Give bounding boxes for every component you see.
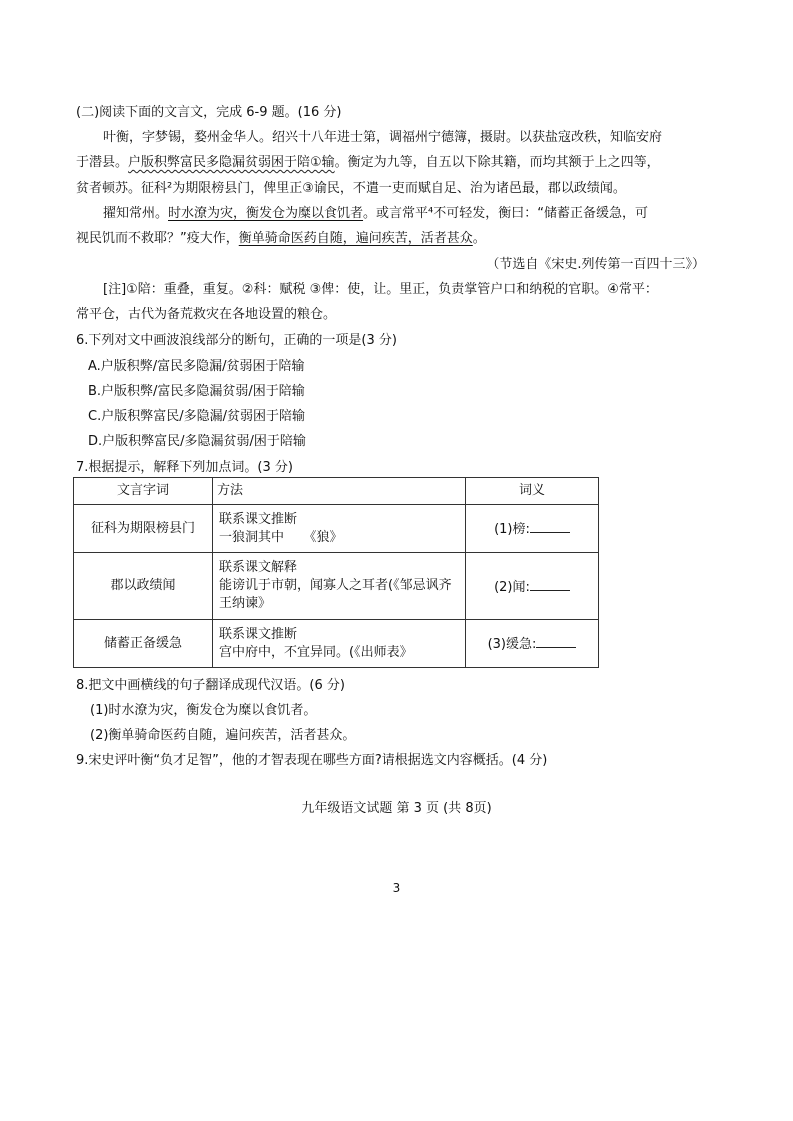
method-example: 能谤讥于市朝，闻寡人之耳者(《邹忌讽齐王纳谏》 bbox=[219, 578, 452, 611]
passage-line bbox=[103, 205, 648, 223]
passage-line: 贫者顿苏。征科²为期限榜县门，俾里正③谕民，不遣一吏而赋自足、治为诸邑最，郡以政绩闻。 bbox=[76, 181, 626, 196]
passage-text: 视民饥而不救耶？”疫大作， bbox=[76, 231, 239, 246]
answer-blank[interactable] bbox=[536, 633, 576, 648]
q8-stem: 8.把文中画横线的句子翻译成现代汉语。(6 分) bbox=[76, 678, 345, 693]
table-header: 方法 bbox=[213, 478, 466, 505]
answer-blank[interactable] bbox=[530, 576, 570, 591]
underlined-sentence: 时水潦为灾，衡发仓为糜以食饥者 bbox=[168, 206, 364, 221]
table-row bbox=[74, 553, 599, 620]
method-example: 一狼洞其中 《狼》 bbox=[219, 529, 343, 545]
q9-stem: 9.宋史评叶衡“负才足智”，他的才智表现在哪些方面?请根据选文内容概括。(4 分) bbox=[76, 753, 548, 768]
q6-option-a: A.户版积弊/富民多隐漏/贫弱困于陪输 bbox=[88, 359, 305, 374]
note-line: [注]①陪：重叠，重复。②科：赋税 ③俾：使，让。里正，负责掌管户口和纳税的官职。④常平： bbox=[103, 282, 658, 297]
passage-text: 于潜县。 bbox=[76, 155, 129, 170]
meaning-label: (1)榜: bbox=[494, 522, 530, 537]
q6-option-d: D.户版积弊富民/多隐漏贫弱/困于陪输 bbox=[88, 434, 306, 449]
wavy-underlined-text: 户版积弊富民多隐漏贫弱困于陪①输 bbox=[128, 155, 335, 170]
meaning-cell bbox=[466, 553, 599, 620]
q6-option-c: C.户版积弊富民/多隐漏/贫弱困于陪输 bbox=[88, 409, 305, 424]
method-hint: 联系课文推断 bbox=[219, 626, 298, 642]
passage-text: 。衡定为九等，自五以下除其籍，而均其额于上之四等， bbox=[334, 155, 660, 170]
table-header-row bbox=[74, 478, 599, 505]
answer-blank[interactable] bbox=[530, 518, 570, 533]
phrase-cell: 储蓄正备缓急 bbox=[74, 620, 213, 668]
page-number: 3 bbox=[392, 881, 401, 895]
passage-text: 。或言常平⁴不可轻发，衡曰：“储蓄正备缓急，可 bbox=[363, 206, 648, 221]
meaning-label: (3)缓急: bbox=[487, 637, 537, 652]
method-hint: 联系课文推断 bbox=[219, 511, 298, 527]
passage-text: 。 bbox=[472, 231, 486, 246]
meaning-cell bbox=[466, 620, 599, 668]
q8-item-2: (2)衡单骑命医药自随，遍问疾苦，活者甚众。 bbox=[90, 728, 356, 743]
passage-source: （节选自《宋史.列传第一百四十三》） bbox=[486, 257, 705, 272]
passage-text: 擢知常州。 bbox=[103, 206, 169, 221]
method-hint: 联系课文解释 bbox=[219, 560, 298, 575]
q6-option-b: B.户版积弊/富民多隐漏贫弱/困于陪输 bbox=[88, 384, 305, 399]
table-header: 词义 bbox=[466, 478, 599, 505]
table-header: 文言字词 bbox=[74, 478, 213, 505]
meaning-label: (2)闻: bbox=[494, 579, 530, 595]
passage-line bbox=[76, 230, 486, 248]
meaning-cell bbox=[466, 505, 599, 553]
note-line: 常平仓，古代为备荒救灾在各地设置的粮仓。 bbox=[76, 307, 337, 322]
q8-item-1: (1)时水潦为灾，衡发仓为糜以食饥者。 bbox=[90, 703, 317, 718]
underlined-sentence: 衡单骑命医药自随，遍问疾苦，活者甚众 bbox=[238, 231, 473, 246]
passage-line: 叶衡，字梦锡，婺州金华人。绍兴十八年进士第，调福州宁德簿，摄尉。以获盐寇改秩，知临安府 bbox=[103, 130, 663, 145]
phrase-cell: 郡以政绩闻 bbox=[74, 553, 213, 620]
table-row bbox=[74, 505, 599, 553]
section-heading: (二)阅读下面的文言文，完成 6-9 题。(16 分) bbox=[76, 105, 342, 120]
passage-line bbox=[76, 154, 660, 172]
method-cell bbox=[213, 505, 466, 553]
table-row bbox=[74, 620, 599, 668]
q7-stem: 7.根据提示，解释下列加点词。(3 分) bbox=[76, 460, 293, 475]
method-cell bbox=[213, 553, 466, 620]
method-example: 宫中府中，不宜异同。(《出师表》 bbox=[219, 644, 413, 660]
phrase-cell: 征科为期限榜县门 bbox=[74, 505, 213, 553]
method-cell bbox=[213, 620, 466, 668]
page-footer: 九年级语文试题 第 3 页 (共 8页) bbox=[301, 801, 492, 816]
q6-stem: 6.下列对文中画波浪线部分的断句，正确的一项是(3 分) bbox=[76, 333, 397, 348]
q7-table bbox=[73, 477, 599, 668]
